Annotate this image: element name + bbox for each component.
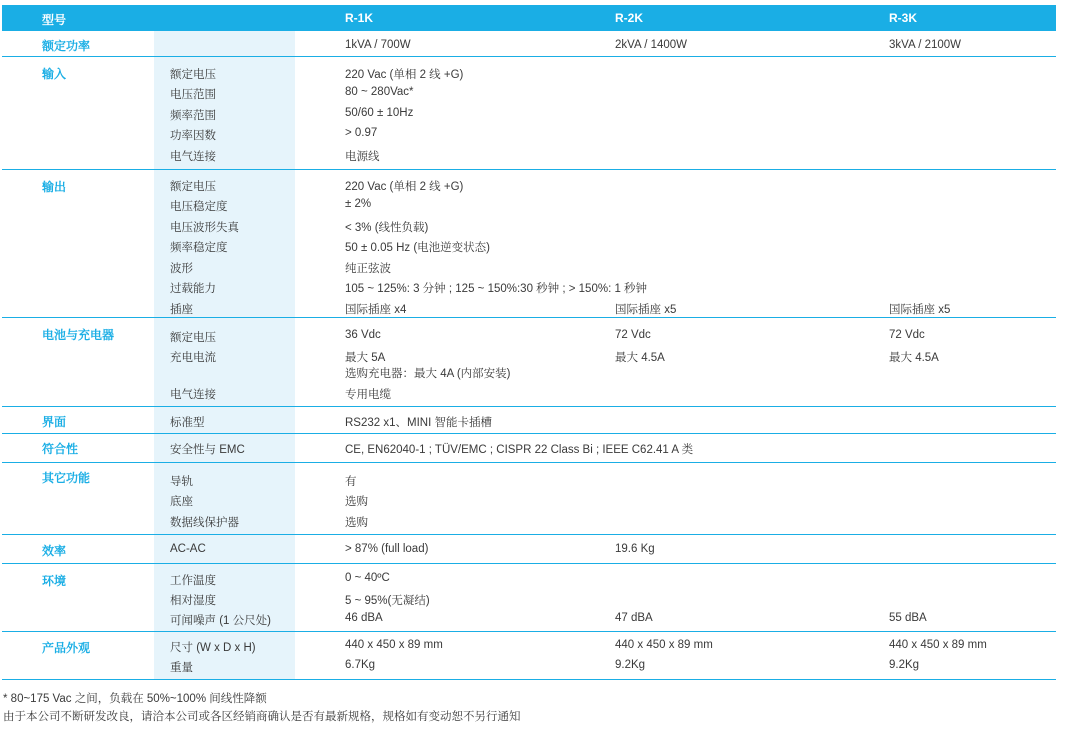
spec-value: 72 Vdc	[615, 329, 651, 341]
spec-value: 220 Vac (单相 2 线 +G)	[345, 181, 464, 193]
section-title: 符合性	[42, 442, 79, 456]
section-interface	[2, 407, 1056, 434]
spec-label: 电压稳定度	[170, 201, 228, 213]
spec-value: ± 2%	[345, 198, 372, 210]
spec-value: 纯正弦波	[345, 263, 391, 275]
spec-value: 440 x 450 x 89 mm	[615, 639, 713, 651]
spec-value: 国际插座 x5	[889, 304, 951, 316]
footnote-voltage: * 80~175 Vac 之间，负载在 50%~100% 间线性降额	[3, 693, 267, 705]
spec-value: 440 x 450 x 89 mm	[889, 639, 987, 651]
value-r2k: 2kVA / 1400W	[615, 39, 688, 51]
spec-label: 导轨	[170, 476, 193, 488]
spec-value: 0 ~ 40ºC	[345, 572, 390, 584]
spec-label: 电气连接	[170, 389, 216, 401]
value-r3k: 3kVA / 2100W	[889, 39, 962, 51]
spec-value: 最大 5A	[345, 352, 386, 364]
spec-label: 数据线保护器	[170, 517, 239, 529]
section-title: 效率	[42, 544, 67, 558]
spec-label: AC-AC	[170, 543, 206, 555]
spec-label: 可闻噪声 (1 公尺处)	[170, 615, 271, 627]
section-environment	[2, 564, 1056, 632]
spec-label: 相对湿度	[170, 595, 216, 607]
spec-value: 最大 4.5A	[615, 352, 665, 364]
spec-value: 220 Vac (单相 2 线 +G)	[345, 69, 464, 81]
spec-label: 额定电压	[170, 69, 216, 81]
spec-value: 有	[345, 476, 357, 488]
spec-value: 55 dBA	[889, 612, 927, 624]
spec-label: 电压范围	[170, 89, 216, 101]
spec-value: 选购	[345, 496, 368, 508]
spec-label: 充电电流	[170, 352, 216, 364]
spec-value: 9.2Kg	[615, 659, 646, 671]
spec-label: 尺寸 (W x D x H)	[170, 642, 256, 654]
spec-value: CE, EN62040-1 ; TÜV/EMC ; CISPR 22 Class Bi ; IEEE C62.41 A 类	[345, 444, 694, 456]
spec-label: 功率因数	[170, 130, 216, 142]
spec-value: 47 dBA	[615, 612, 653, 624]
spec-label: 标准型	[170, 417, 205, 429]
spec-value: 9.2Kg	[889, 659, 920, 671]
spec-label: 安全性与 EMC	[170, 444, 245, 456]
section-title: 其它功能	[42, 471, 91, 485]
spec-value: 5 ~ 95%(无凝结)	[345, 595, 430, 607]
spec-value: > 0.97	[345, 127, 378, 139]
spec-label: 工作温度	[170, 575, 216, 587]
spec-value: RS232 x1、MINI 智能卡插槽	[345, 417, 492, 429]
spec-label: 电压波形失真	[170, 222, 239, 234]
header-r2k: R-2K	[615, 11, 644, 25]
spec-value: 选购	[345, 517, 368, 529]
section-efficiency	[2, 535, 1056, 564]
spec-label: 插座	[170, 304, 193, 316]
spec-value: 105 ~ 125%: 3 分钟 ; 125 ~ 150%:30 秒钟 ; > 150%: 1 秒钟	[345, 283, 648, 295]
spec-value: 国际插座 x5	[615, 304, 677, 316]
spec-label: 波形	[170, 263, 193, 275]
value-r1k: 1kVA / 700W	[345, 39, 411, 51]
spec-value: 36 Vdc	[345, 329, 381, 341]
section-title: 输入	[42, 67, 67, 81]
spec-value: 50/60 ± 10Hz	[345, 107, 414, 119]
spec-label: 频率范围	[170, 110, 216, 122]
spec-value: 72 Vdc	[889, 329, 925, 341]
spec-value: 46 dBA	[345, 612, 383, 624]
spec-label: 频率稳定度	[170, 242, 228, 254]
spec-value: 50 ± 0.05 Hz (电池逆变状态)	[345, 242, 490, 254]
spec-value: 80 ~ 280Vac*	[345, 86, 414, 98]
spec-label: 额定电压	[170, 332, 216, 344]
spec-value: 6.7Kg	[345, 659, 376, 671]
spec-value: 电源线	[345, 151, 380, 163]
spec-value: 440 x 450 x 89 mm	[345, 639, 443, 651]
spec-value: 选购充电器：最大 4A (内部安装)	[345, 368, 511, 380]
section-title: 电池与充电器	[42, 328, 115, 342]
section-battery	[2, 318, 1056, 407]
section-appearance	[2, 632, 1056, 680]
spec-label: 过载能力	[170, 283, 216, 295]
footnotes	[3, 690, 521, 726]
spec-label: 电气连接	[170, 151, 216, 163]
spec-label: 底座	[170, 496, 193, 508]
spec-value: 19.6 Kg	[615, 543, 655, 555]
section-title: 输出	[42, 180, 67, 194]
spec-label: 额定电压	[170, 181, 216, 193]
spec-value: > 87% (full load)	[345, 543, 429, 555]
section-title: 界面	[42, 415, 67, 429]
footnote-disclaimer: 由于本公司不断研发改良，请洽本公司或各区经销商确认是否有最新规格，规格如有变动恕不另行通知	[3, 711, 521, 723]
table-header	[2, 5, 1056, 31]
section-title: 额定功率	[42, 39, 91, 53]
section-title: 环境	[42, 574, 67, 588]
section-rated-power	[2, 31, 1056, 57]
section-title: 产品外观	[42, 641, 91, 655]
spec-label: 重量	[170, 662, 193, 674]
spec-value: 专用电缆	[345, 389, 391, 401]
section-other-features	[2, 463, 1056, 535]
section-compliance	[2, 434, 1056, 463]
header-r3k: R-3K	[889, 11, 918, 25]
header-r1k: R-1K	[345, 11, 374, 25]
section-output	[2, 170, 1056, 318]
spec-value: 最大 4.5A	[889, 352, 939, 364]
spec-table	[2, 5, 1056, 680]
spec-value: < 3% (线性负载)	[345, 222, 429, 234]
section-input	[2, 57, 1056, 170]
spec-value: 国际插座 x4	[345, 304, 407, 316]
header-model-label: 型号	[42, 13, 67, 27]
